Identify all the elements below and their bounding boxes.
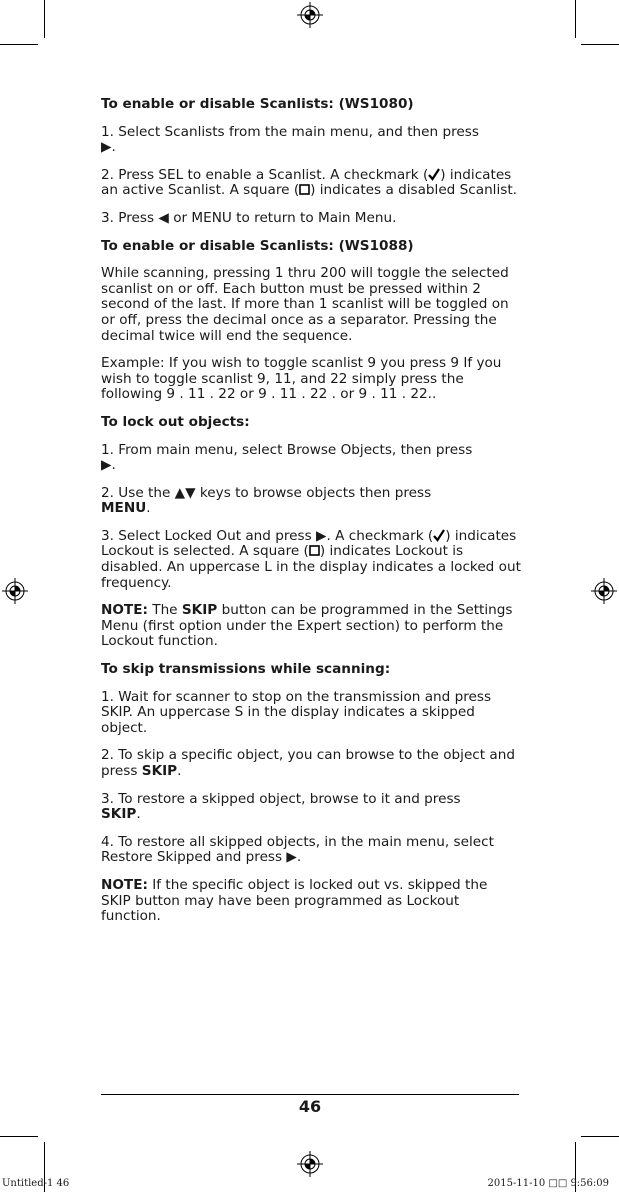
lockout-step-2 (101, 486, 521, 517)
square-icon (309, 545, 320, 556)
step-text: or MENU to return to Main Menu. (173, 209, 397, 226)
step-text: 3. Press (101, 209, 155, 226)
right-arrow-icon: ▶ (101, 457, 112, 474)
step-text: 1. From main menu, select Browse Objects, then press (101, 441, 473, 458)
crop-mark (0, 44, 38, 45)
ws1088-paragraph-1: While scanning, pressing 1 thru 200 will toggle the selected scanlist on or off. Each button must be pressed within 2 second of the last. If more than 1 scanlist will be toggled on or off, press the decimal once as a separator. Pressing the decimal twice will end the sequence. (101, 265, 509, 344)
skip-step-4 (101, 835, 521, 866)
step-text: ) indicates a disabled Scanlist. (310, 182, 517, 199)
step-text-end: . (111, 139, 116, 156)
step-text-end: . (296, 849, 302, 866)
note-text: button can be programmed in the Settings Menu (first option under the Expert section) to perform the Lockout function. (101, 602, 513, 650)
right-arrow-icon: ▶ (316, 527, 327, 544)
crop-mark (575, 0, 576, 38)
step-text: 2. Use the (101, 484, 171, 501)
ws1080-step-2 (101, 168, 521, 199)
registration-mark-icon (297, 2, 323, 28)
checkmark-icon (428, 168, 440, 181)
skip-key-label: SKIP (101, 806, 137, 823)
section-title-skip: To skip transmissions while scanning: (101, 661, 391, 678)
right-arrow-icon: ▶ (286, 849, 297, 866)
step-text: . A checkmark ( (326, 527, 434, 544)
section-title-ws1080: To enable or disable Scanlists: (WS1080) (101, 96, 414, 112)
step-text: 2. Press SEL to enable a Scanlist. A checkmark ( (101, 166, 429, 183)
note-label: NOTE: (101, 602, 148, 619)
crop-mark (581, 44, 619, 45)
square-icon (299, 184, 310, 195)
lockout-note (101, 603, 521, 650)
registration-mark-icon (2, 578, 28, 604)
skip-key-label: SKIP (141, 763, 178, 779)
step-text: keys to browse objects then press (199, 484, 432, 501)
ws1088-paragraph-2: Example: If you wish to toggle scanlist 9 you press 9 If you wish to toggle scanlist 9, 11, and 22 simply press the following 9 . 11 . 22 or 9 . 11 . 22 . or 9 . 11 . 22.. (101, 355, 502, 403)
page-number: 46 (298, 1097, 322, 1116)
lockout-step-3 (101, 529, 521, 591)
section-title-lockout: To lock out objects: (101, 413, 250, 430)
crop-mark (581, 1136, 619, 1137)
skip-step-3 (101, 792, 521, 823)
note-text: The (152, 602, 178, 619)
footer-divider (101, 1094, 519, 1095)
note-label: NOTE: (101, 876, 148, 893)
step-text: 4. To restore all skipped objects, in the main menu, select Restore Skipped and press (101, 833, 494, 866)
registration-mark-icon (591, 578, 617, 604)
ws1080-step-3 (101, 211, 521, 227)
up-down-arrows-icon: ▲▼ (174, 484, 196, 501)
crop-mark (44, 0, 45, 38)
registration-mark-icon (297, 1151, 323, 1177)
manual-content (101, 97, 521, 937)
step-text: 3. Select Locked Out and press (101, 527, 312, 544)
step-text: 2. To skip a specific object, you can browse to the object and press (101, 747, 516, 779)
skip-step-2 (101, 748, 521, 779)
step-text: ) indicates Lockout is selected. A square ( (101, 527, 517, 560)
step-text: 1. Select Scanlists from the main menu, and then press (101, 123, 479, 140)
lockout-step-1 (101, 443, 521, 474)
print-slug-left: Untitled-1 46 (2, 1178, 70, 1189)
menu-key-label: MENU (101, 500, 147, 517)
left-arrow-icon: ◀ (158, 209, 169, 226)
skip-key-label: SKIP (181, 602, 218, 619)
step-text-end: . (111, 457, 116, 474)
step-text-end: . (146, 500, 151, 517)
step-text-end: . (177, 763, 182, 779)
crop-mark (0, 1136, 38, 1137)
step-text-end: . (136, 806, 141, 823)
right-arrow-icon: ▶ (101, 139, 112, 156)
section-title-ws1088: To enable or disable Scanlists: (WS1088) (101, 237, 414, 254)
step-text: ) indicates Lockout is disabled. An uppercase L in the display indicates a locked out frequency. (101, 543, 521, 591)
step-text: ) indicates an active Scanlist. A square ( (101, 166, 512, 199)
skip-step-1: 1. Wait for scanner to stop on the transmission and press SKIP. An uppercase S in the display indicates a skipped object. (101, 688, 492, 736)
ws1080-step-1 (101, 125, 521, 156)
step-text: 3. To restore a skipped object, browse to it and press (101, 790, 461, 807)
note-text: If the specific object is locked out vs. skipped the SKIP button may have been programmed as Lockout function. (101, 876, 488, 925)
skip-note (101, 878, 521, 925)
checkmark-icon (433, 529, 445, 542)
print-slug-right: 2015-11-10 □□ 9:56:09 (487, 1178, 609, 1189)
